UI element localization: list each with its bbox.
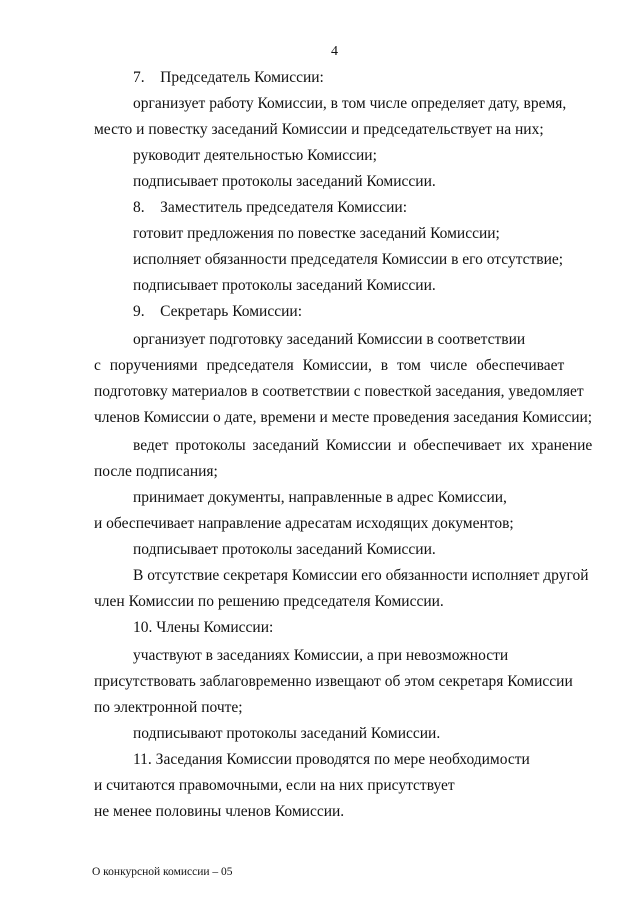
text-line: не менее половины членов Комиссии. — [94, 803, 345, 820]
text-line: подписывает протоколы заседаний Комиссии. — [133, 173, 436, 190]
text-line: по электронной почте; — [94, 699, 243, 716]
footer-text: О конкурсной комиссии – 05 — [92, 866, 233, 878]
text-line: организует подготовку заседаний Комиссии в соответствии — [133, 331, 526, 348]
text-line: В отсутствие секретаря Комиссии его обязанности исполняет другой — [133, 567, 589, 584]
text-line: с поручениями председателя Комиссии, в том числе обеспечивает — [94, 357, 565, 374]
text-line: организует работу Комиссии, в том числе определяет дату, время, — [133, 95, 567, 112]
text-line: член Комиссии по решению председателя Комиссии. — [94, 593, 444, 610]
text-line: 7. Председатель Комиссии: — [133, 69, 324, 86]
text-line: участвуют в заседаниях Комиссии, а при невозможности — [133, 647, 509, 664]
text-line: исполняет обязанности председателя Комиссии в его отсутствие; — [133, 251, 564, 268]
text-line: 8. Заместитель председателя Комиссии: — [133, 199, 408, 216]
text-line: подписывают протоколы заседаний Комиссии. — [133, 725, 441, 742]
text-line: место и повестку заседаний Комиссии и председательствует на них; — [94, 121, 544, 138]
page-number: 4 — [331, 44, 338, 59]
text-line: и считаются правомочными, если на них присутствует — [94, 777, 455, 794]
text-line: подготовку материалов в соответствии с повесткой заседания, уведомляет — [94, 383, 584, 400]
text-line: принимает документы, направленные в адрес Комиссии, — [133, 489, 507, 506]
text-line: и обеспечивает направление адресатам исходящих документов; — [94, 515, 514, 532]
text-line: после подписания; — [94, 463, 218, 480]
text-line: руководит деятельностью Комиссии; — [133, 147, 377, 164]
text-line: ведет протоколы заседаний Комиссии и обеспечивает их хранение — [133, 437, 593, 454]
text-line: 10. Члены Комиссии: — [133, 619, 274, 636]
text-line: 11. Заседания Комиссии проводятся по мере необходимости — [133, 751, 530, 768]
text-line: подписывает протоколы заседаний Комиссии. — [133, 277, 436, 294]
text-line: 9. Секретарь Комиссии: — [133, 303, 303, 320]
text-line: членов Комиссии о дате, времени и месте проведения заседания Комиссии; — [94, 409, 593, 426]
text-line: подписывает протоколы заседаний Комиссии. — [133, 541, 436, 558]
text-line: присутствовать заблаговременно извещают об этом секретаря Комиссии — [94, 673, 573, 690]
text-line: готовит предложения по повестке заседаний Комиссии; — [133, 225, 500, 242]
